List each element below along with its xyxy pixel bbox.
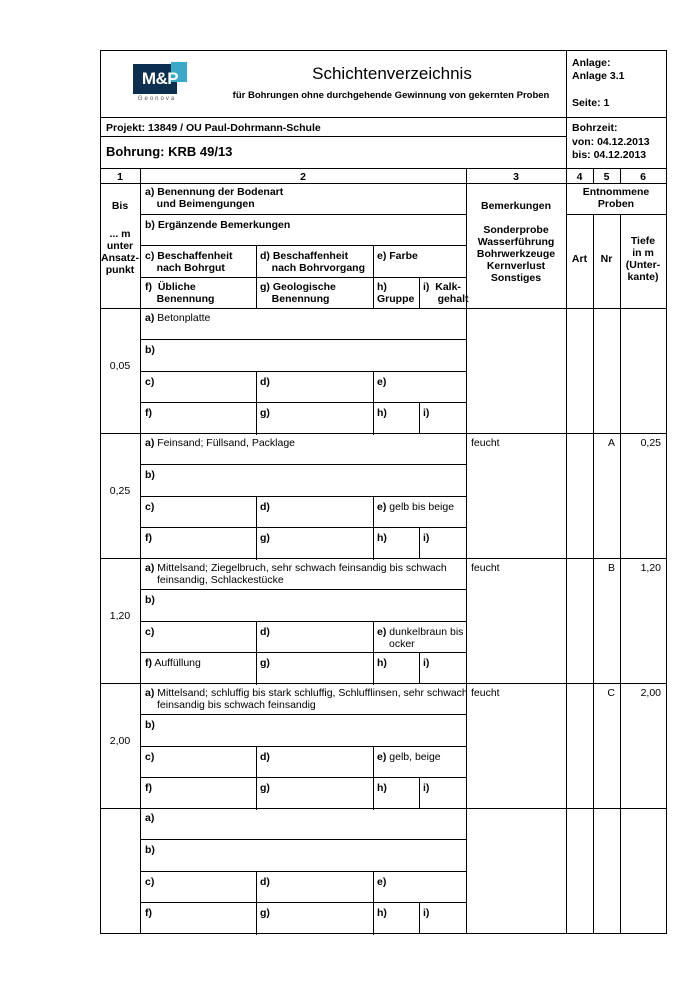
col-divider-4 [593, 214, 594, 934]
layer-g-cell [260, 407, 270, 419]
label-c: c) [145, 626, 155, 638]
layer-div-cd [256, 496, 257, 560]
layer-depth: 0,25 [109, 485, 131, 497]
bohrung: Bohrung: KRB 49/13 [106, 144, 233, 159]
col-number-4: 4 [576, 171, 583, 183]
layer-f-cell [145, 782, 152, 794]
layer-depth: 0,05 [109, 360, 131, 372]
nr-header: Nr [600, 253, 613, 265]
layer-i-cell [423, 907, 429, 919]
label-c: c) [145, 751, 155, 763]
sonder-header: Sonderprobe Wasserführung Bohrwerkzeuge Kernverlust Sonstiges [476, 224, 556, 284]
bohrzeit-label: Bohrzeit: [572, 122, 618, 134]
art-header: Art [571, 253, 588, 265]
layer-b-cell [145, 344, 155, 356]
label-e: e) [377, 876, 387, 888]
layer-f-cell [145, 657, 201, 669]
g-header: g) Geologische Benennung [260, 281, 336, 305]
label-d: d) [260, 626, 270, 638]
label-i: i) [423, 782, 430, 794]
layer-row-line [140, 402, 466, 403]
col-divider-1 [140, 168, 141, 934]
projekt-line [100, 136, 566, 137]
bohrung-line [100, 168, 667, 169]
label-h: h) [377, 782, 387, 794]
label-g: g) [260, 532, 270, 544]
b-header: b) Ergänzende Bemerkungen [145, 219, 291, 231]
label-g: g) [260, 407, 270, 419]
layer-a-cell [145, 312, 210, 324]
layer-remark: feucht [471, 562, 500, 574]
layer-row-line [140, 902, 466, 903]
layer-a-text: Feinsand; Füllsand, Packlage [157, 437, 296, 449]
label-b: b) [145, 844, 155, 856]
document-title: Schichtenverzeichnis [312, 64, 472, 83]
sample-nr: B [607, 562, 615, 574]
layer-a-cell [145, 437, 295, 449]
label-a: a) [145, 312, 155, 324]
label-a: a) [145, 812, 155, 824]
layer-b-cell [145, 719, 155, 731]
label-e: e) [377, 501, 387, 513]
header-row-b [140, 245, 466, 246]
layer-e-cell [377, 501, 454, 513]
bohrzeit-bis: bis: 04.12.2013 [572, 149, 647, 161]
layer-depth: 1,20 [109, 610, 131, 622]
layer-remark: feucht [471, 687, 500, 699]
layer-row-line [140, 339, 466, 340]
label-a: a) [145, 437, 155, 449]
h-header: h) Gruppe [377, 281, 415, 305]
layer-a-text: Mittelsand; schluffig bis stark schluffig, Schlufflinsen, sehr schwach [157, 687, 468, 699]
label-a: a) [145, 687, 155, 699]
bemerkungen-header: Bemerkungen [480, 200, 552, 212]
label-f: f) [145, 532, 152, 544]
label-f: f) [145, 782, 152, 794]
header-end [100, 308, 667, 309]
layer-e-cell [377, 876, 389, 888]
layer-row-line [140, 746, 466, 747]
label-e: e) [377, 626, 387, 638]
layer-c-cell [145, 876, 154, 888]
layer-row-line [140, 621, 466, 622]
sample-tiefe: 0,25 [640, 437, 661, 449]
layer-e-cell [377, 376, 389, 388]
layer-depth: 2,00 [109, 735, 131, 747]
layer-div-de [373, 871, 374, 935]
label-a: a) [145, 562, 155, 574]
label-c: c) [145, 376, 155, 388]
layer-div-cd [256, 746, 257, 810]
label-d: d) [260, 751, 270, 763]
layer-row-line [140, 496, 466, 497]
col-divider-5-top [620, 168, 621, 183]
label-i: i) [423, 407, 430, 419]
layer-bottom-line [100, 933, 667, 934]
layer-i-cell [423, 407, 429, 419]
layer-bottom-line [100, 558, 667, 559]
header-div-hi [419, 277, 420, 309]
document-subtitle: für Bohrungen ohne durchgehende Gewinnung von gekernten Proben [232, 90, 550, 101]
layer-d-cell [260, 626, 270, 638]
layer-a-cell [145, 812, 157, 824]
layer-f-cell [145, 907, 152, 919]
layer-div-de [373, 371, 374, 435]
header-row-c [140, 277, 466, 278]
layer-div-hi [419, 902, 420, 934]
layer-bottom-line [100, 808, 667, 809]
layer-e-text: dunkelbraun bis [389, 626, 464, 638]
label-e: e) [377, 376, 387, 388]
e-header: e) Farbe [377, 250, 418, 262]
frame-top [100, 50, 667, 51]
sample-nr: A [607, 437, 615, 449]
col-number-3: 3 [513, 171, 519, 183]
label-h: h) [377, 907, 387, 919]
layer-i-cell [423, 657, 429, 669]
depth-header: ... m unter Ansatz- punkt [101, 228, 139, 276]
sample-tiefe: 2,00 [640, 687, 661, 699]
layer-row-line [140, 371, 466, 372]
layer-e-text-cont: ocker [389, 638, 415, 650]
layer-f-cell [145, 407, 152, 419]
label-f: f) [145, 907, 152, 919]
layer-h-cell [377, 657, 387, 669]
layer-div-hi [419, 527, 420, 559]
header-div-cd [256, 245, 257, 309]
layer-i-cell [423, 782, 429, 794]
layer-div-cd [256, 871, 257, 935]
col-number-5: 5 [603, 171, 610, 183]
label-b: b) [145, 469, 155, 481]
header-divider [566, 50, 567, 168]
col-divider-3 [566, 168, 567, 934]
label-h: h) [377, 407, 387, 419]
col-divider-4-top [593, 168, 594, 183]
projekt: Projekt: 13849 / OU Paul-Dohrmann-Schule [106, 122, 321, 134]
label-c: c) [145, 876, 155, 888]
layer-bottom-line [100, 433, 667, 434]
layer-div-hi [419, 652, 420, 684]
layer-a-text: Mittelsand; Ziegelbruch, sehr schwach feinsandig bis schwach [157, 562, 447, 574]
layer-g-cell [260, 657, 270, 669]
colnum-line [100, 183, 667, 184]
anlage-value: Anlage 3.1 [572, 70, 625, 82]
layer-g-cell [260, 907, 270, 919]
layer-a-text: Betonplatte [157, 312, 211, 324]
layer-row-line [140, 777, 466, 778]
layer-b-cell [145, 594, 155, 606]
layer-h-cell [377, 782, 387, 794]
header-div-de [373, 245, 374, 309]
page-number: Seite: 1 [572, 97, 610, 109]
label-h: h) [377, 657, 387, 669]
layer-div-hi [419, 402, 420, 434]
layer-c-cell [145, 376, 154, 388]
label-b: b) [145, 719, 155, 731]
layer-e-text: gelb bis beige [389, 501, 455, 513]
layer-a-cell [145, 687, 468, 711]
a-header: a) Benennung der Bodenart und Beimengungen [145, 186, 284, 210]
layer-div-cd [256, 621, 257, 685]
layer-row-line [140, 464, 466, 465]
col-divider-5 [620, 214, 621, 934]
layer-e-text: gelb, beige [389, 751, 441, 763]
layer-div-de [373, 621, 374, 685]
label-d: d) [260, 501, 270, 513]
layer-d-cell [260, 501, 270, 513]
logo-text: M&P [141, 69, 179, 88]
bis-header: Bis [111, 200, 129, 212]
layer-row-line [140, 871, 466, 872]
label-d: d) [260, 376, 270, 388]
layer-h-cell [377, 907, 387, 919]
layer-a-text-cont: feinsandig, Schlackestücke [157, 574, 284, 586]
label-h: h) [377, 532, 387, 544]
layer-row-line [140, 714, 466, 715]
col-number-1: 1 [117, 171, 123, 183]
layer-d-cell [260, 751, 270, 763]
layer-c-cell [145, 501, 154, 513]
logo-subtext: Geonova [137, 96, 177, 102]
layer-g-cell [260, 532, 270, 544]
label-f: f) [145, 657, 152, 669]
d-header: d) Beschaffenheit nach Bohrvorgang [260, 250, 366, 274]
label-d: d) [260, 876, 270, 888]
layer-div-de [373, 746, 374, 810]
c-header: c) Beschaffenheit nach Bohrgut [145, 250, 233, 274]
layer-row-line [140, 589, 466, 590]
layer-div-hi [419, 777, 420, 809]
i-header: i) Kalk- gehalt [423, 281, 469, 305]
layer-d-cell [260, 376, 270, 388]
layer-f-cell [145, 532, 152, 544]
bohrzeit-von: von: 04.12.2013 [572, 136, 650, 148]
layer-h-cell [377, 407, 387, 419]
label-i: i) [423, 907, 430, 919]
layer-e-cell [377, 751, 441, 763]
layer-b-cell [145, 844, 155, 856]
sample-nr: C [607, 687, 615, 699]
entnommene-header: Entnommene Proben [582, 186, 650, 210]
label-g: g) [260, 907, 270, 919]
label-b: b) [145, 594, 155, 606]
layer-remark: feucht [471, 437, 500, 449]
label-g: g) [260, 782, 270, 794]
layer-e-cell [377, 626, 463, 650]
layer-g-cell [260, 782, 270, 794]
header-row-a [140, 214, 466, 215]
company-logo [133, 64, 191, 108]
label-b: b) [145, 344, 155, 356]
anlage-label: Anlage: [572, 57, 611, 69]
label-i: i) [423, 532, 430, 544]
layer-row-line [140, 652, 466, 653]
sample-tiefe: 1,20 [640, 562, 661, 574]
col-number-6: 6 [640, 171, 646, 183]
layer-i-cell [423, 532, 429, 544]
layer-div-cd [256, 371, 257, 435]
layer-d-cell [260, 876, 270, 888]
layer-bottom-line [100, 683, 667, 684]
layer-row-line [140, 839, 466, 840]
label-f: f) [145, 407, 152, 419]
layer-c-cell [145, 626, 154, 638]
layer-div-de [373, 496, 374, 560]
label-g: g) [260, 657, 270, 669]
layer-f-text: Auffüllung [154, 657, 201, 669]
layer-c-cell [145, 751, 154, 763]
layer-a-cell [145, 562, 447, 586]
f-header: f) Übliche Benennung [145, 281, 215, 305]
layer-b-cell [145, 469, 155, 481]
tiefe-header: Tiefe in m (Unter- kante) [625, 235, 661, 283]
header-line [100, 117, 667, 118]
layer-h-cell [377, 532, 387, 544]
col-number-2: 2 [300, 171, 306, 183]
label-c: c) [145, 501, 155, 513]
layer-a-text-cont: feinsandig bis schwach feinsandig [157, 699, 316, 711]
label-e: e) [377, 751, 387, 763]
proben-line [566, 214, 667, 215]
layer-row-line [140, 527, 466, 528]
label-i: i) [423, 657, 430, 669]
